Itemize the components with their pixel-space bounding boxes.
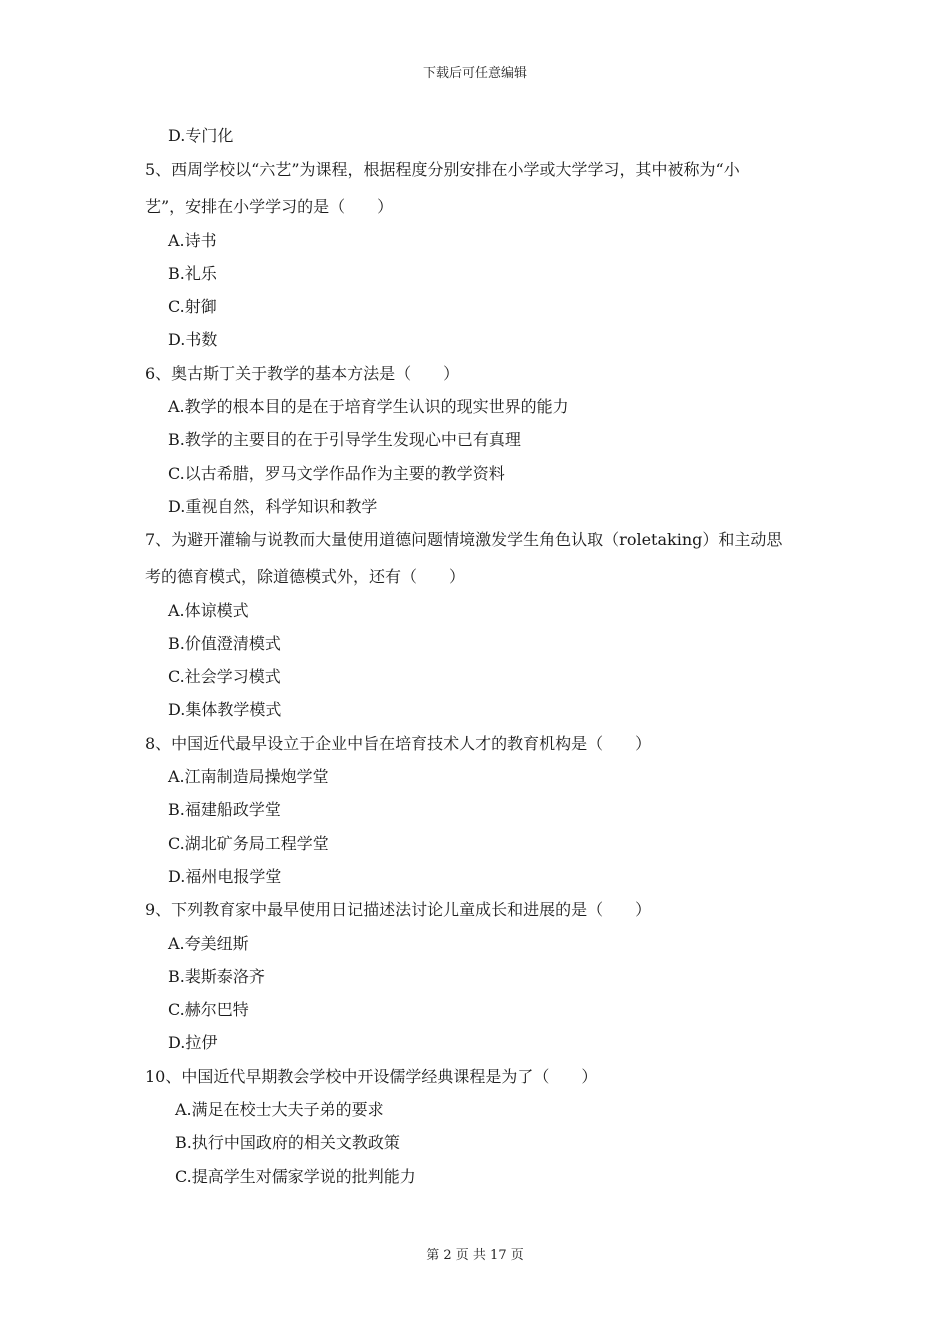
question-8-option-d: D.福州电报学堂 — [168, 867, 282, 886]
question-8-option-c: C.湖北矿务局工程学堂 — [168, 834, 329, 853]
question-9-option-d: D.拉伊 — [168, 1033, 218, 1052]
question-5-option-a: A.诗书 — [168, 231, 217, 250]
question-7-option-d: D.集体教学模式 — [168, 700, 282, 719]
page-header: 下载后可任意编辑 — [422, 66, 527, 81]
question-7-line-2: 考的德育模式，除道德模式外，还有（ ） — [145, 567, 466, 586]
option-d-specialization: D.专门化 — [168, 126, 234, 145]
question-5-option-b: B.礼乐 — [168, 264, 217, 283]
question-7-option-c: C.社会学习模式 — [168, 667, 281, 686]
question-5-line-1: 5、西周学校以“六艺”为课程，根据程度分别安排在小学或大学学习，其中被称为“小 — [145, 160, 740, 179]
question-7-line-1: 7、为避开灌输与说教而大量使用道德问题情境激发学生角色认取（roletaking）和主动思 — [145, 530, 783, 549]
question-9: 9、下列教育家中最早使用日记描述法讨论儿童成长和进展的是（ ） — [145, 900, 652, 919]
question-10-option-b: B.执行中国政府的相关文教政策 — [175, 1133, 400, 1152]
question-6: 6、奥古斯丁关于教学的基本方法是（ ） — [145, 364, 460, 383]
question-8-option-b: B.福建船政学堂 — [168, 800, 281, 819]
question-6-option-a: A.教学的根本目的是在于培育学生认识的现实世界的能力 — [168, 397, 569, 416]
question-6-option-d: D.重视自然，科学知识和教学 — [168, 497, 378, 516]
question-5-option-d: D.书数 — [168, 330, 218, 349]
question-7-option-b: B.价值澄清模式 — [168, 634, 281, 653]
question-8: 8、中国近代最早设立于企业中旨在培育技术人才的教育机构是（ ） — [145, 734, 652, 753]
question-10: 10、中国近代早期教会学校中开设儒学经典课程是为了（ ） — [145, 1067, 598, 1086]
question-10-option-a: A.满足在校士大夫子弟的要求 — [175, 1100, 384, 1119]
page-footer: 第 2 页 共 17 页 — [426, 1248, 524, 1263]
question-9-option-a: A.夸美纽斯 — [168, 934, 249, 953]
question-10-option-c: C.提高学生对儒家学说的批判能力 — [175, 1167, 416, 1186]
question-6-option-c: C.以古希腊，罗马文学作品作为主要的教学资料 — [168, 464, 505, 483]
question-8-option-a: A.江南制造局操炮学堂 — [168, 767, 329, 786]
question-9-option-b: B.裴斯泰洛齐 — [168, 967, 265, 986]
question-5-option-c: C.射御 — [168, 297, 217, 316]
question-7-option-a: A.体谅模式 — [168, 601, 249, 620]
question-6-option-b: B.教学的主要目的在于引导学生发现心中已有真理 — [168, 430, 521, 449]
question-5-line-2: 艺”，安排在小学学习的是（ ） — [145, 197, 394, 216]
question-9-option-c: C.赫尔巴特 — [168, 1000, 249, 1019]
